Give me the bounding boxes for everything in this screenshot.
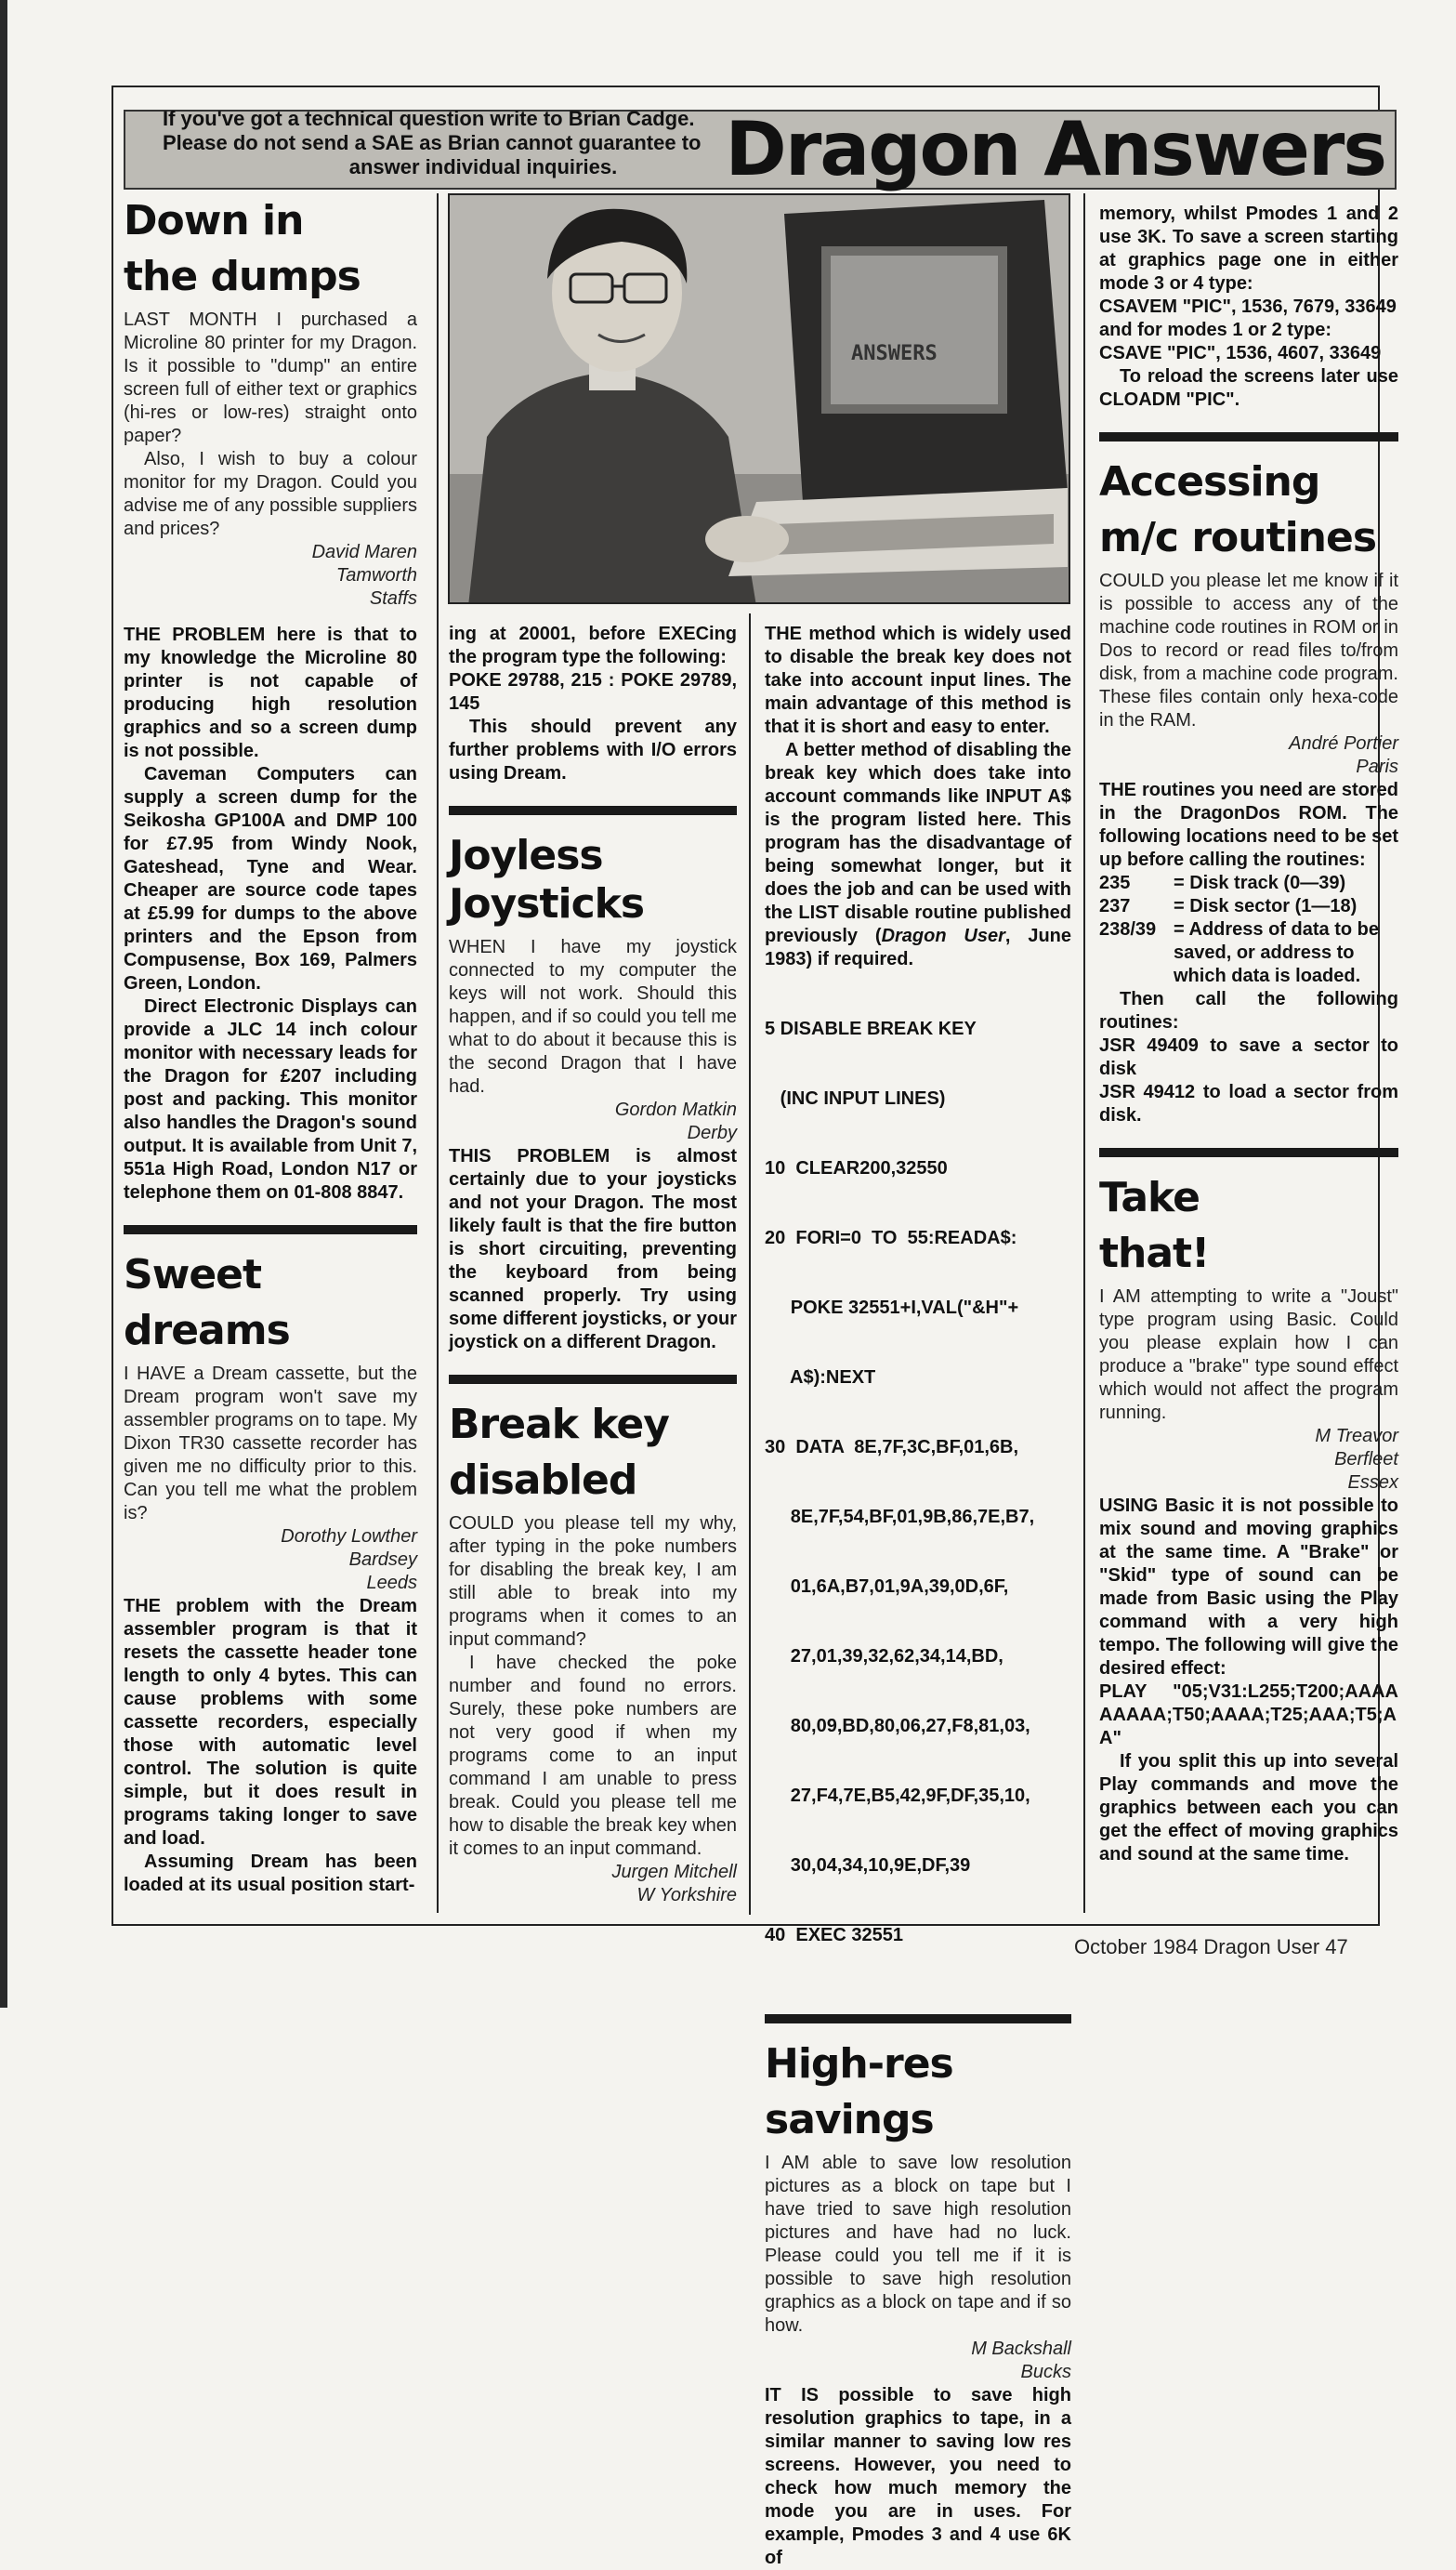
header-banner [124,106,1397,192]
article-heading [124,193,417,305]
page-footer: October 1984 Dragon User 47 [1074,1935,1348,1958]
article-heading [1099,455,1398,566]
answer-text: This should prevent any further problems with I/O errors using Dream. [449,717,737,784]
signature: W Yorkshire [636,1885,737,1905]
signature: Tamworth [335,565,417,586]
article-heading [449,828,737,932]
signature: Bardsey [348,1549,417,1570]
signature: David Maren [311,542,417,562]
code-line: 20 FORI=0 TO 55:READA$: [765,1228,1017,1248]
column-divider [437,193,439,1913]
signature: Essex [1347,1472,1398,1493]
column-4 [1099,203,1398,1866]
answer-text: memory, whilst Pmodes 1 and 2 use 3K. To save a screen starting at graphics page one in either mode 3 or 4 type: [1099,204,1398,294]
heading-line: disabled [449,1456,637,1504]
question-text: LAST MONTH I purchased a Microline 80 printer for my Dragon. Is it possible to "dump" an entire screen full of either text or graphics (hi-res or low-res) straight onto paper? [124,310,417,446]
column-divider [1083,193,1085,1913]
heading-line: Down in [124,197,304,244]
signature: Dorothy Lowther [281,1526,417,1547]
question-text: COULD you please tell my why, after typing in the poke numbers for disabling the break key, I am still able to break into my programs when it comes to an input command? [449,1513,737,1650]
column-3 [765,623,1071,2570]
heading-line: the dumps [124,253,361,300]
code-line: 10 CLEAR200,32550 [765,1158,948,1179]
signature: Staffs [369,588,417,609]
monitor-screen-text: ANSWERS [851,342,938,365]
article-heading [765,2036,1071,2148]
location-row [1099,918,1398,988]
article-heading [124,1247,417,1359]
page-title: Dragon Answers [725,106,1385,192]
answer-text: ing at 20001, before EXECing the program type the following: [449,624,737,667]
signature: Bucks [1020,2362,1071,2382]
code-listing [765,971,1071,1994]
article-heading [449,1397,737,1509]
question-text: Also, I wish to buy a colour monitor for my Dragon. Could you advise me of any possible suppliers and prices? [124,449,417,539]
photo-illustration [450,195,1070,604]
answer-text-part: , June 1983) if required. [765,926,1072,969]
location-number: 235 [1099,873,1131,893]
code-line: 01,6A,B7,01,9A,39,0D,6F, [765,1576,1009,1597]
code-line: POKE 32551+I,VAL("&H"+ [765,1298,1019,1318]
code-line: JSR 49412 to load a sector from disk. [1099,1082,1398,1126]
column-1 [124,193,417,1897]
heading-line: Sweet [124,1251,262,1298]
code-line: 5 DISABLE BREAK KEY [765,1019,977,1039]
answer-text: Assuming Dream has been loaded at its usual position start- [124,1852,417,1895]
banner-note-line: Please do not send a SAE as Brian cannot guarantee to [163,131,702,154]
signature: M Treavor [1315,1426,1398,1446]
answer-text: and for modes 1 or 2 type: [1099,320,1332,340]
signature: M Backshall [971,2339,1071,2359]
banner-note [163,107,813,179]
code-line: 27,F4,7E,B5,42,9F,DF,35,10, [765,1786,1030,1806]
code-line: 40 EXEC 32551 [765,1925,903,1945]
section-divider [1099,1148,1398,1157]
signature: Derby [687,1123,737,1143]
heading-line: m/c routines [1099,514,1377,561]
answer-text: Then call the following routines: [1099,989,1398,1033]
location-desc: = Address of data to be saved, or address to which data is loaded. [1174,919,1379,986]
publication-name: Dragon User [881,926,1005,946]
answer-text: IT IS possible to save high resolution graphics to tape, in a similar manner to saving low res screens. However, you need to check how much memory the mode you are in uses. For example, Pmodes 3 and 4 use 6K of [765,2385,1071,2568]
answer-text: THE method which is widely used to disable the break key does not take into account input lines. The main advantage of this method is that it is short and easy to enter. [765,624,1071,737]
location-desc: = Disk track (0—39) [1174,873,1346,893]
article-heading [1099,1170,1398,1282]
code-line: A$):NEXT [765,1367,876,1388]
section-divider [1099,432,1398,442]
code-line: (INC INPUT LINES) [765,1088,946,1109]
answer-text: USING Basic it is not possible to mix sound and moving graphics at the same time. A "Brake" or "Skid" type of sound can be made from Basic using the Play command with a very high tempo. The following will give the desired effect: [1099,1496,1398,1679]
photo-man-with-computer [448,193,1070,604]
heading-line: dreams [124,1307,290,1354]
signature: Leeds [366,1573,417,1593]
location-desc: = Disk sector (1—18) [1174,896,1358,916]
column-2 [449,623,737,1907]
section-divider [765,2014,1071,2023]
signature: Jurgen Mitchell [611,1862,737,1882]
answer-text: To reload the screens later use CLOADM "PIC". [1099,366,1398,410]
answer-text: THE problem with the Dream assembler program is that it resets the cassette header tone length to only 4 bytes. This can cause problems with some cassette recorders, especially those with automatic level control. The solution is quite simple, but it does result in programs taking longer to save and load. [124,1596,417,1849]
question-text: I AM attempting to write a "Joust" type program using Basic. Could you please explain how I can produce a "brake" type sound effect which would not affect the program running. [1099,1286,1398,1423]
signature: Berfleet [1334,1449,1398,1470]
answer-text: Caveman Computers can supply a screen dump for the Seikosha GP100A and DMP 100 for £7.95 from Windy Nook, Gateshead, Tyne and Wear. Cheaper are source code tapes at £5.99 for dumps to the above printers and the Epson from Compusense, Box 169, Palmers Green, London. [124,764,417,994]
code-line: CSAVEM "PIC", 1536, 7679, 33649 [1099,297,1397,317]
heading-line: Accessing [1099,458,1320,506]
code-line: JSR 49409 to save a sector to disk [1099,1035,1398,1079]
answer-text: THIS PROBLEM is almost certainly due to your joysticks and not your Dragon. The most likely fault is that the fire button is short circuiting, preventing the keyboard from being scanned properly. Try using some different joysticks, or your joystick on a different Dragon. [449,1146,737,1352]
answer-text: If you split this up into several Play commands and move the graphics between each you can get the effect of moving graphics and sound at the same time. [1099,1751,1398,1865]
heading-line: High-res [765,2040,953,2088]
question-text: I AM able to save low resolution pictures as a block on tape but I have tried to save high resolution pictures and have had no luck. Please could you tell me if it is possible to save high resolution graphics as a block on tape and if so how. [765,2153,1071,2336]
heading-line: Joyless [449,832,603,879]
signature: Gordon Matkin [614,1100,737,1120]
answer-text: Direct Electronic Displays can provide a JLC 14 inch colour monitor with necessary leads for the Dragon for £207 including post and packing. This monitor also handles the Dragon's sound output. It is available from Unit 7, 551a High Road, London N17 or telephone them on 01-808 8847. [124,996,417,1203]
question-text: COULD you please let me know if it is possible to access any of the machine code routines in ROM or in Dos to record or read files to/from disk, from a machine code program. These files contain only hexa-code in the RAM. [1099,571,1398,731]
code-line: 30,04,34,10,9E,DF,39 [765,1855,971,1876]
code-line: 30 DATA 8E,7F,3C,BF,01,6B, [765,1437,1019,1457]
location-number: 237 [1099,896,1131,916]
heading-line: Break key [449,1401,669,1448]
location-table [1099,872,1398,988]
question-text: I HAVE a Dream cassette, but the Dream program won't save my assembler programs on to tape. My Dixon TR30 cassette recorder has given me no difficulty prior to this. Can you tell me what the problem is? [124,1364,417,1523]
heading-line: Joysticks [449,880,645,928]
column-divider [749,613,751,1915]
banner-note-line: answer individual inquiries. [348,155,618,178]
answer-text-part: A better method of disabling the break key which does take into account commands like INPUT A$ is the program listed here. This program has the disadvantage of being somewhat longer, but it does the job and can be used with the LIST disable routine published previously ( [765,740,1071,946]
heading-line: savings [765,2096,934,2143]
location-number: 238/39 [1099,919,1157,940]
section-divider [124,1225,417,1234]
answer-text: THE routines you need are stored in the DragonDos ROM. The following locations need to be set up before calling the routines: [1099,780,1398,870]
location-row [1099,895,1398,918]
signature: André Portier [1289,733,1398,754]
code-line: 8E,7F,54,BF,01,9B,86,7E,B7, [765,1507,1035,1527]
question-text: I have checked the poke number and found no errors. Surely, these poke numbers are not very good if when my programs come to an input command I am unable to press break. Could you please tell me how to disable the break key when it comes to an input command. [449,1653,737,1859]
section-divider [449,806,737,815]
signature: Paris [1356,757,1398,777]
page-binding-edge [0,0,7,2008]
section-divider [449,1375,737,1384]
code-line: POKE 29788, 215 : POKE 29789, 145 [449,670,737,714]
heading-line: that! [1099,1230,1210,1277]
answer-text: THE PROBLEM here is that to my knowledge the Microline 80 printer is not capable of producing high resolution graphics and so a screen dump is not possible. [124,625,417,761]
heading-line: Take [1099,1174,1200,1221]
answer-text [765,739,1071,971]
banner-note-line: If you've got a technical question write to Brian Cadge. [163,107,695,130]
code-line: 27,01,39,32,62,34,14,BD, [765,1646,1003,1667]
question-text: WHEN I have my joystick connected to my computer the keys will not work. Should this happen, and if so could you tell me what to do about it because this is the second Dragon that I have had. [449,937,737,1097]
code-line: 80,09,BD,80,06,27,F8,81,03, [765,1716,1030,1736]
location-row [1099,872,1398,895]
code-line: PLAY "05;V31:L255;T200;AAAA AAAAA;T50;AAAA;T25;AAA;T5;A A" [1099,1681,1398,1748]
code-line: CSAVE "PIC", 1536, 4607, 33649 [1099,343,1382,363]
